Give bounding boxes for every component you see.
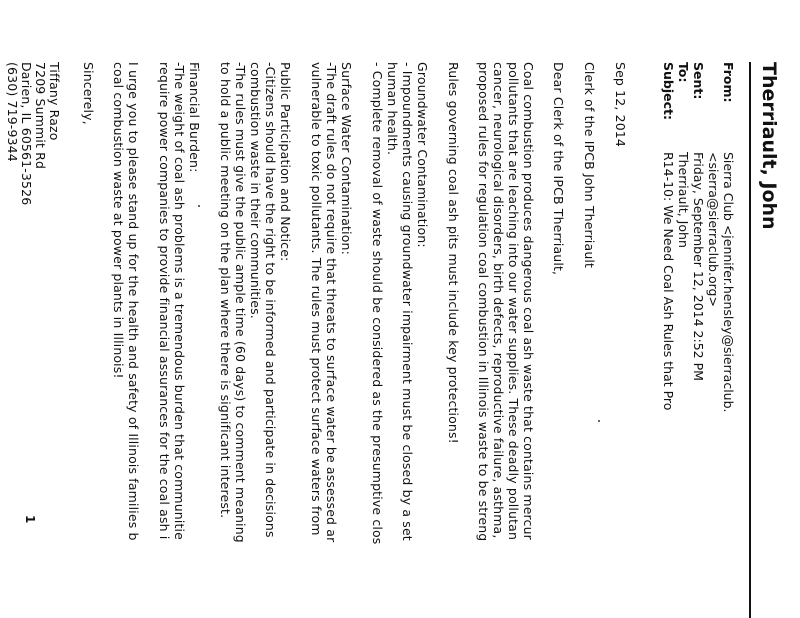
scan-speck <box>598 420 600 422</box>
subject-value: R14-10: We Need Coal Ash Rules that Pro <box>661 152 676 411</box>
section-line: -The rules must give the public ample time (60 days) to comment meaning <box>233 62 248 543</box>
signer-phone: (630) 719-9344 <box>5 62 20 162</box>
paragraph-line: coal combustion waste at power plants in Illinois! <box>111 62 126 379</box>
letter-recipient: Clerk of the IPCB John Therriault <box>582 62 597 269</box>
sent-value: Friday, September 12, 2014 2:52 PM <box>691 152 706 381</box>
section-heading: Groundwater Contamination: <box>415 62 430 248</box>
scan-speck <box>198 205 200 207</box>
from-value-continued: <sierra@sierraclub.org> <box>706 152 721 307</box>
section-heading: Surface Water Contamination: <box>339 62 354 255</box>
paragraph-line: proposed rules for regulation coal combustion in Illinois waste to be streng <box>476 62 491 542</box>
from-label: From: <box>721 62 736 103</box>
paragraph-line: cancer, neurological disorders, birth defects, reproductive failure, asthma, <box>491 62 506 539</box>
to-label: To: <box>676 62 691 83</box>
subject-label: Subject: <box>661 62 676 120</box>
section-heading: Financial Burden: <box>187 62 202 173</box>
signer-city: Darien, IL 60561-3526 <box>19 62 34 206</box>
section-line: to hold a public meeting on the plan where there is significant interest. <box>218 62 233 519</box>
to-value: Therriault, John <box>676 152 691 248</box>
section-line: - Complete removal of waste should be considered as the presumptive clos <box>370 62 385 545</box>
from-value: Sierra Club <jennifer.hensley@sierraclub. <box>721 152 736 413</box>
section-line: vulnerable to toxic pollutants. The rules must protect surface waters from <box>309 62 324 536</box>
sender-name: Therriault, John <box>758 62 780 230</box>
section-line: -The weight of coal ash problems is a tremendous burden that communitie <box>172 62 187 541</box>
section-line: - Impoundments causing groundwater impairment must be closed by a set <box>400 62 415 541</box>
section-line: -The draft rules do not require that threats to surface water be assessed ar <box>324 62 339 543</box>
key-protections-intro: Rules governing coal ash pits must include key protections! <box>446 62 461 444</box>
page-number: 1 <box>23 515 37 524</box>
section-line: human health. <box>385 62 400 156</box>
signer-name: Tiffany Razo <box>47 62 62 141</box>
section-line: combustion waste in their communities. <box>248 62 263 319</box>
paragraph-line: Coal combustion produces dangerous coal ash waste that contains mercur <box>521 62 536 540</box>
sign-off: Sincerely, <box>81 62 96 125</box>
section-line: -Citizens should have the right to be informed and participate in decisions <box>263 62 278 538</box>
section-heading: Public Participation and Notice: <box>278 62 293 262</box>
paragraph-line: I urge you to please stand up for the health and safety of Illinois families b <box>126 62 141 541</box>
signer-street: 7209 Summit Rd <box>33 62 48 170</box>
sent-label: Sent: <box>691 62 706 100</box>
letter-body <box>0 62 800 618</box>
letter-salutation: Dear Clerk of the IPCB Therriault, <box>551 62 566 276</box>
section-line: require power companies to provide financial assurances for the coal ash i <box>157 62 172 540</box>
letter-date: Sep 12, 2014 <box>613 62 628 147</box>
paragraph-line: pollutants that are leaching into our water supplies. These deadly pollutan <box>506 62 521 541</box>
